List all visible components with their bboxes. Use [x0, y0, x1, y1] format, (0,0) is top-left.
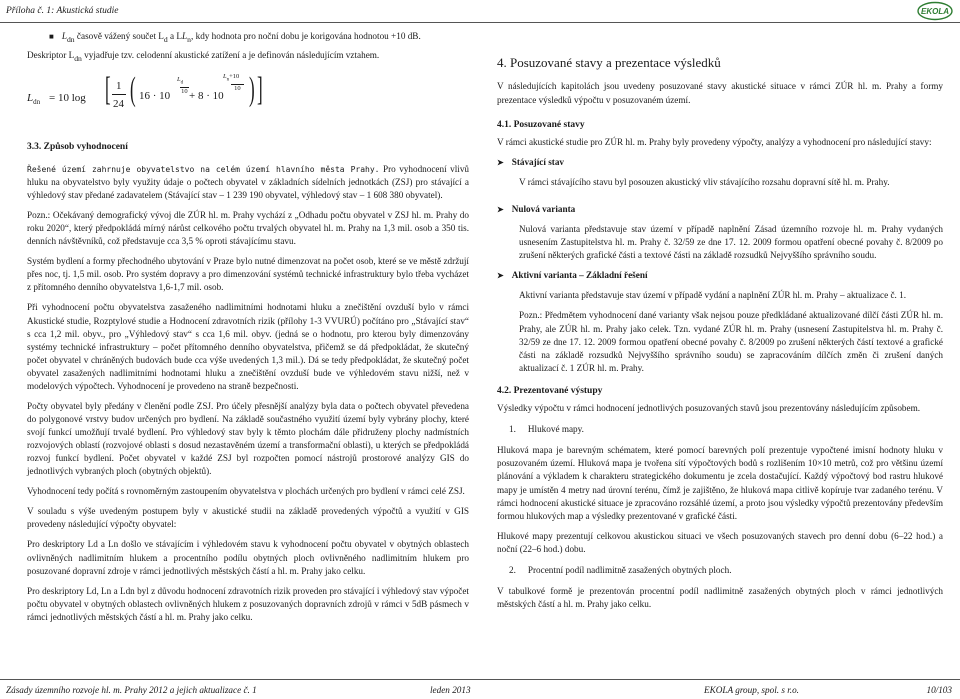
numbered-item-2: 2. Procentní podíl nadlimitně zasažených obytných ploch. — [509, 564, 732, 575]
paragraph-7: V souladu s výše uvedeným postupem byly v akustické studii na základě provedených výpočtů a využití v GIS provedeny následující výpočty obyvatel: — [27, 506, 469, 530]
left-column — [27, 30, 469, 631]
chapter-intro: V následujících kapitolách jsou uvedeny posuzované stavy akustické situace v rámci ZÚR hl. m. Prahy a formy prezentace výsledků výpočtu v posuzovaném území. — [497, 81, 943, 105]
section-heading-3-3: 3.3. Způsob vyhodnocení — [27, 142, 128, 153]
bullet-stavajici: ➤ Stávající stav — [497, 156, 943, 170]
section-4-1-text: V rámci akustické studie pro ZÚR hl. m. Prahy byly provedeny výpočty, analýzy a vyhodnocení pro následující stavy: — [497, 137, 932, 148]
section-heading-4-2: 4.2. Prezentované výstupy — [497, 385, 603, 396]
paragraph-note: Pozn.: Očekávaný demografický vývoj dle ZÚR hl. m. Prahy vychází z „Odhadu počtu obyvatel v ZSJ hl. m. Prahy do roku 2020“, který předpokládá mírný nárůst celkového počtu trvalých obyvatel hl. m. Prahy na 1,3 mil. osob a 350 tis. denních návštěvníků, což představuje cca 3,5 % oproti stávajícímu stavu. — [27, 210, 469, 247]
numbered-item-2-text: V tabulkové formě je prezentován procentní podíl nadlimitně zasažených obytných ploch v rámci jednotlivých městských částí a hl. m. Prahy jako celku. — [497, 585, 943, 609]
bullet-nulova-text: Nulová varianta představuje stav území v případě naplnění Zásad územního rozvoje hl. m. Prahy vydaných usnesením Zastupitelstva hl. m. Prahy č. 32/59 ze dne 17. 12. 2009 formou opatření obecné povahy č. 8/2009 po zrušení některých grafické části a textové části na základě rozsudků Nejvyššího správního soudu. — [519, 224, 943, 261]
svg-text:EKOLA: EKOLA — [921, 7, 949, 16]
right-column — [497, 54, 943, 618]
bullet-aktivni: ➤ Aktivní varianta – Základní řešení — [497, 269, 943, 283]
paragraph-4: Při vyhodnocení počtu obyvatelstva zasaženého nadlimitními hodnotami hluku a znečištění ovzduší bylo v rámci Akustické studie, Rozptylové studie a Hodnocení zdravotních rizik (přílohy 1-3 VVURÚ) počítáno pro „Stávající stav“ s cca 1,2 mil. obyv., pro „Výhledový stav“ s cca 1,6 mil. obyv. (jedná se o hodnotu, pro kterou byly dimenzovány systémy technické infrastruktury – počet přítomného denního obyvatelstva, přičemž se dá předpokládat, že skutečný počet obyvatel v chráněných budovách bude cca výše uvedených 1,3 mil.). Dá se tedy předpokládat, že skutečný počet obyvatel zasažených nadlimitními hodnotami hluku a znečištění ovzduší bude ve výhledovém stavu nižší, než v modelových výpočtech. Vyhodnocení je provedeno na straně bezpečnosti. — [27, 302, 469, 391]
numbered-item-1-text: Hluková mapa je barevným schématem, které pomocí barevných polí prezentuje vypočtené imisní hodnoty hluku v posuzovaném území. Hluková mapa je tvořena sítí výpočtových bodů s rozlišením 10×10 metrů, což pro většinu území plánování a výkladem k charakteru strategického dokumentu je zcela dostačující. Každý výpočtový bod rastru hlukové mapy je umístěn 4 metry nad úrovní terénu, čímž je zajištěno, že hluková mapa citlivě kopíruje tvar zadaného terénu. V rámci hodnocení akustické situace je zpracováno rozsáhlé území, a proto jsou výsledky výpočtů prezentovány především formou hlukových map a výsledky prezentované v grafické části. — [497, 445, 943, 521]
bullet-aktivni-note: Pozn.: Předmětem vyhodnocení dané varianty však nejsou pouze předkládané aktualizované dílčí části ZÚR hl. m. Prahy, ale ZÚR hl. m. Prahy jako celek. Tzn. vydané ZÚR hl. m. Prahy (usnesení Zastupitelstva hl. m. Prahy č. 32/59 ze dne 17. 12. 2009 formou opatření obecné povahy č. 8/2009 po zrušení některých částí textové a grafické části na základě rozsudků Nejvyššího správního soudu) se zapracováním dílčích změn či zrušení daných aktualizací č. 1 ZÚR hl. m. Prahy. — [519, 310, 943, 373]
arrow-bullet-icon: ➤ — [497, 158, 504, 168]
ekola-logo-icon — [916, 1, 954, 21]
bullet-aktivni-text: Aktivní varianta představuje stav území v případě vydání a naplnění ZÚR hl. m. Prahy – aktualizace č. 1. — [519, 290, 907, 301]
header-rule — [0, 22, 960, 23]
numbered-item-1: 1. Hlukové mapy. — [509, 424, 584, 435]
arrow-bullet-icon: ➤ — [497, 271, 504, 281]
arrow-bullet-icon: ➤ — [497, 205, 504, 215]
numbered-item-1-text2: Hlukové mapy prezentují celkovou akustickou situaci ve všech posuzovaných stavech pro denní dobu (6–22 hod.) a noční (22–6 hod.) dobu. — [497, 530, 943, 554]
ldn-formula: $L_{dn}$ = 10 log [ 1 24 ( 16 · 10 $L_d$ 10 + 8 · 10 $L_n+10$ 10 ) ] — [27, 71, 263, 111]
page-footer — [0, 679, 960, 699]
paragraph-8: Pro deskriptory Ld a Ln došlo ve stávajícím i výhledovém stavu k vyhodnocení počtu obyvatel v obytných oblastech ovlivněných nadlimitním hlukem a procentního podílu obytných ploch ovlivněného nadlimitním hlukem pro posuzované dopravní zdroje v rámci jednotlivých městských částí a hl. m. Prahy jako celku. — [27, 539, 469, 576]
paragraph-5: Počty obyvatel byly předány v členění podle ZSJ. Pro účely přesnější analýzy byla data o počtech obyvatel převedena do polygonové vrstvy budov určených pro bydlení. Na základě součastného využití území byly vybrány plochy, které svojí funkcí umožňují trvalé bydlení. Pro výhledový stav byly k těmto plochám dále přidruženy plochy nadmístních rozvojových oblastí (rozvojové oblasti s dosud nezastavěném území a transformační oblasti), u kterých se předpokládá rozvoj funkcí bydlení. Počet obyvatel v každé ZSJ byl rozpočten pomocí nástrojů prostorové analýzy GIS do jednotlivých vybraných ploch (obytných objektů). — [27, 400, 469, 477]
bullet-ldn: ■ $L_{dn}$ časově vážený součet $L_d$ a $LL_n$, kdy hodnota pro noční dobu je korigována hodnotou +10 dB. — [49, 31, 421, 44]
footer-company: EKOLA group, spol. s r.o. — [704, 685, 799, 695]
descriptor-text: Deskriptor $L_{dn}$ vyjadřuje tzv. celodenní akustické zatížení a je definován následujícím vztahem. — [27, 49, 380, 63]
footer-date: leden 2013 — [430, 685, 471, 695]
bullet-stavajici-text: V rámci stávajícího stavu byl posouzen akustický vliv stávajícího rozsahu dopravní sítě hl. m. Prahy. — [519, 177, 890, 188]
page-header — [0, 0, 960, 26]
paragraph-9: Pro deskriptory Ld, Ln a Ldn byl z důvodu hodnocení zdravotních rizik proveden pro stávající i výhledový stav výpočet počtu obyvatel v obytných oblastech ovlivněných hlukem z posuzovaných dopravních zdrojů v rámci v 5dB pásmech v rámci jednotlivých městských částí a hl. m. Prahy jako celku. — [27, 585, 469, 622]
section-heading-4-1: 4.1. Posuzované stavy — [497, 119, 585, 130]
paragraph-1: Řešené území zahrnuje obyvatelstvo na celém území hlavního města Prahy. Pro vyhodnocení vlivů hluku na obyvatelstvo byly využity údaje o počtech obyvatel v základních sídelních jednotkách (ZSJ) pro stávající a výhledový stav předané zadavatelem (Stávající stav – 1 239 190 obyvatel, výhledový stav – 1 608 380 obyvatel). — [27, 163, 470, 201]
chapter-heading-4: 4. Posuzované stavy a prezentace výsledků — [497, 55, 721, 70]
square-bullet-icon: ■ — [49, 32, 54, 41]
bullet-nulova: ➤ Nulová varianta — [497, 203, 943, 217]
paragraph-6: Vyhodnocení tedy počítá s rovnoměrným zastoupením obyvatelstva v plochách určených pro bydlení v rámci celé ZSJ. — [27, 486, 465, 497]
header-title: Příloha č. 1: Akustická studie — [6, 6, 119, 16]
paragraph-3: Systém bydlení a formy přechodného ubytování v Praze bylo nutné dimenzovat na počet osob, které se ve městě zdržují přes noc, tj. 1,5 mil. osob. Pro systém dopravy a pro dimenzování systémů technické infrastruktury bylo třeba vycházet z přítomného denního obyvatelstva 1,6-1,7 mil. osob. — [27, 256, 469, 293]
footer-document-title: Zásady územního rozvoje hl. m. Prahy 2012 a jejich aktualizace č. 1 — [6, 685, 257, 695]
footer-page-number: 10/103 — [926, 685, 952, 695]
section-4-2-text: Výsledky výpočtu v rámci hodnocení jednotlivých posuzovaných stavů jsou prezentovány následujícím způsobem. — [497, 403, 921, 414]
